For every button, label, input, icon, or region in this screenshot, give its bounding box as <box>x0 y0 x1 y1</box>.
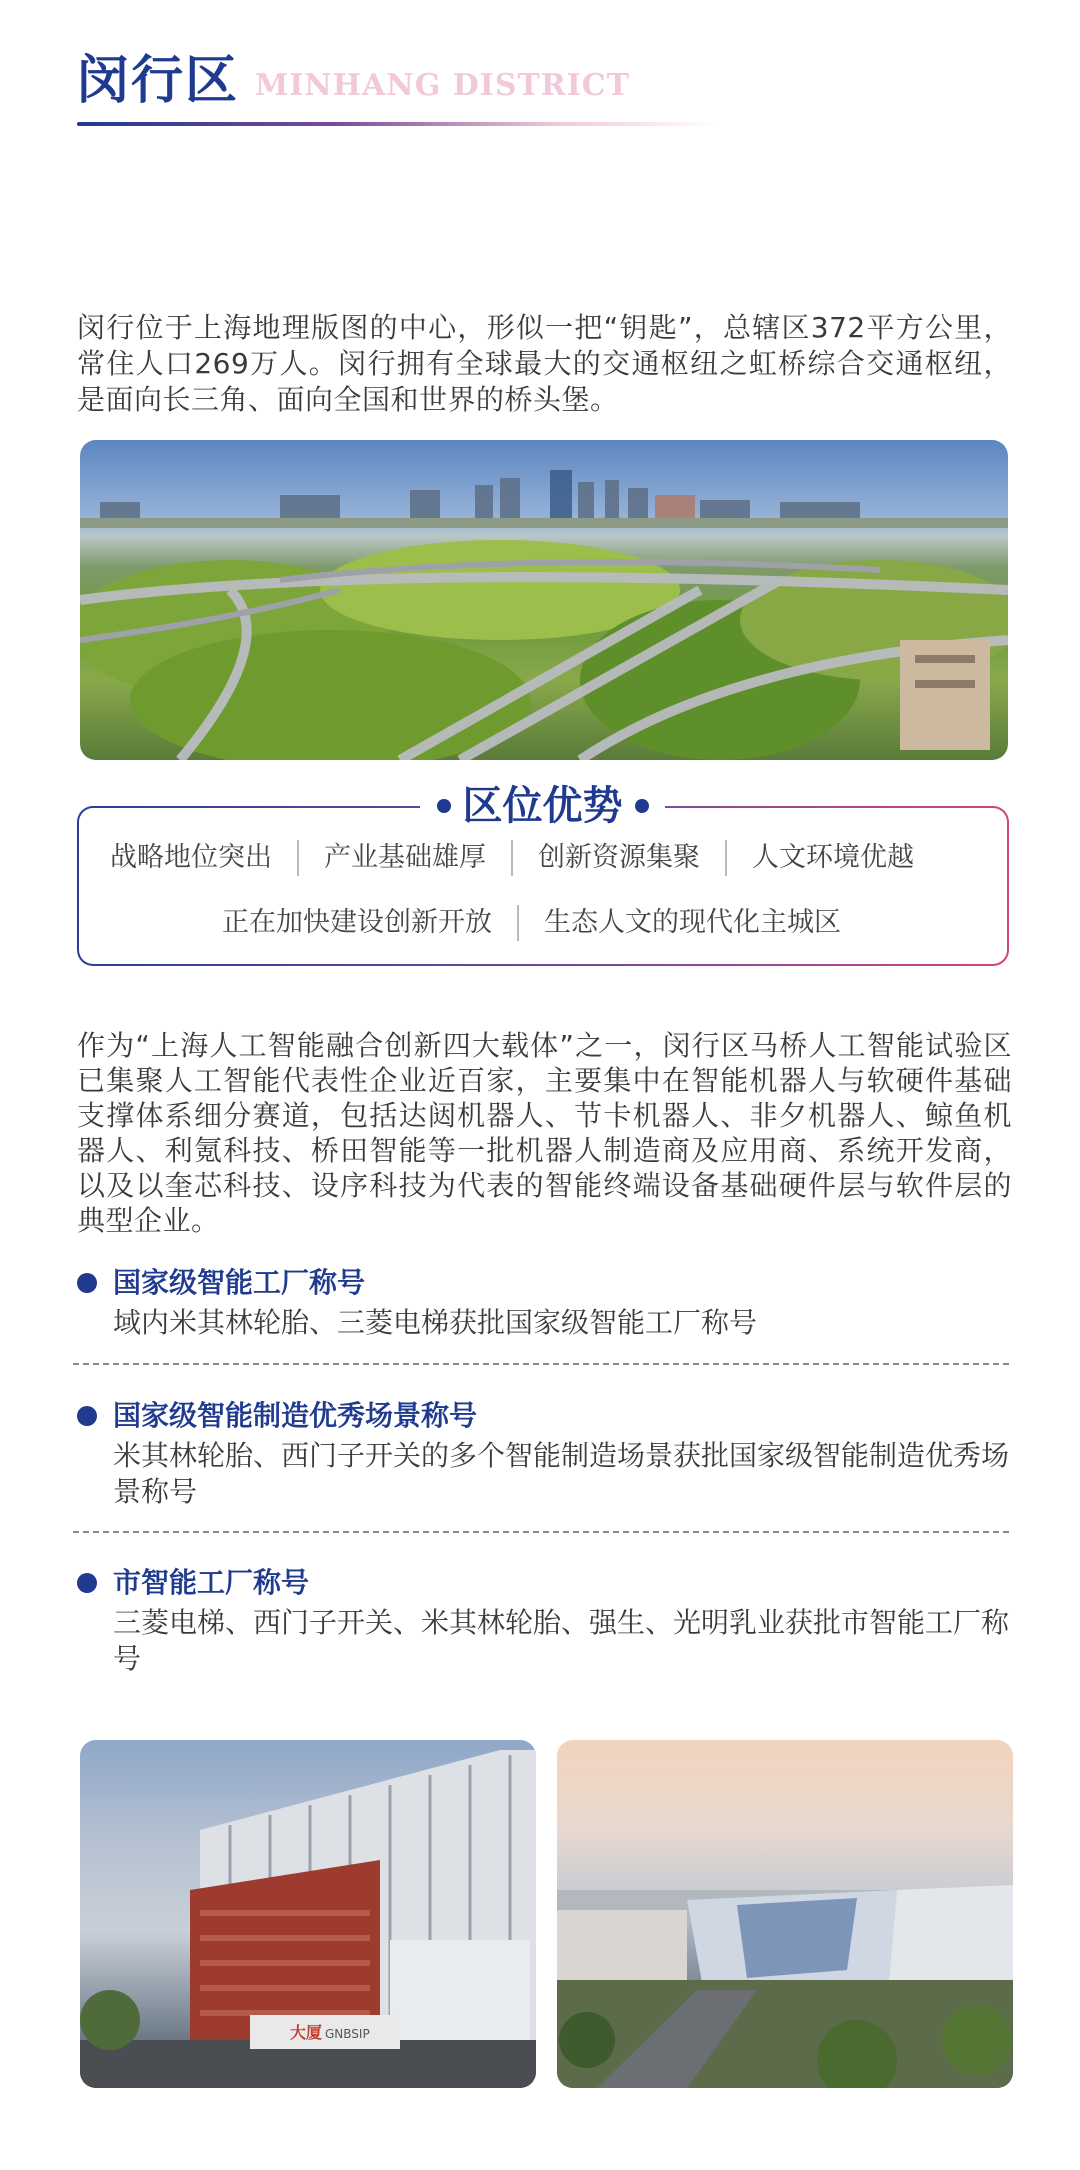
list-item <box>77 1396 1012 1510</box>
advantage-tag: 正在加快建设创新开放 <box>222 907 492 938</box>
divider <box>297 840 299 876</box>
advantage-tag: 战略地位突出 <box>110 842 272 873</box>
item-description: 米其林轮胎、西门子开关的多个智能制造场景获批国家级智能制造优秀场景称号 <box>113 1439 1010 1508</box>
item-description: 三菱电梯、西门子开关、米其林轮胎、强生、光明乳业获批市智能工厂称号 <box>113 1606 1010 1675</box>
list-item <box>77 1563 1012 1677</box>
dashed-divider <box>73 1363 1009 1365</box>
advantages-row-1 <box>110 838 914 878</box>
divider <box>725 840 727 876</box>
dashed-divider <box>73 1531 1009 1533</box>
advantage-tag: 人文环境优越 <box>752 842 914 873</box>
item-title: 国家级智能制造优秀场景称号 <box>113 1399 478 1432</box>
advantage-tag: 生态人文的现代化主城区 <box>544 907 841 938</box>
building-sign-text: 大厦 <box>290 2023 323 2042</box>
item-description: 域内米其林轮胎、三菱电梯获批国家级智能工厂称号 <box>113 1306 758 1339</box>
office-building-illustration <box>80 1740 536 2088</box>
item-title: 国家级智能工厂称号 <box>113 1266 366 1299</box>
bullet-icon <box>77 1573 97 1593</box>
bullet-icon <box>77 1406 97 1426</box>
advantage-tag: 产业基础雄厚 <box>324 842 486 873</box>
advantages-row-2 <box>222 903 841 943</box>
heading-dot-left <box>437 799 451 813</box>
exhibition-center-illustration <box>557 1740 1013 2088</box>
divider <box>517 905 519 941</box>
list-item <box>77 1263 1012 1341</box>
exhibition-center-photo <box>557 1740 1013 2088</box>
page-header <box>77 48 717 128</box>
divider <box>511 840 513 876</box>
advantages-title: 区位优势 <box>462 783 623 829</box>
aerial-interchange-illustration <box>80 440 1008 760</box>
office-building-photo <box>80 1740 536 2088</box>
building-brand-text: GNBSIP <box>325 2027 370 2041</box>
advantages-heading <box>420 774 665 838</box>
item-title: 市智能工厂称号 <box>113 1566 310 1599</box>
page-title: 闵行区 <box>77 51 240 111</box>
intro-paragraph: 闵行位于上海地理版图的中心，形似一把“钥匙”，总辖区372平方公里，常住人口269万人。闵行拥有全球最大的交通枢纽之虹桥综合交通枢纽，是面向长三角、面向全国和世界的桥头堡。 <box>77 311 1012 416</box>
header-underline <box>77 122 717 126</box>
page-subtitle: MINHANG DISTRICT <box>255 68 630 103</box>
hero-aerial-image <box>80 440 1008 760</box>
advantage-tag: 创新资源集聚 <box>538 842 700 873</box>
bullet-icon <box>77 1273 97 1293</box>
heading-dot-right <box>635 799 649 813</box>
ai-zone-paragraph: 作为“上海人工智能融合创新四大载体”之一，闵行区马桥人工智能试验区已集聚人工智能代表性企业近百家，主要集中在智能机器人与软硬件基础支撑体系细分赛道，包括达闼机器人、节卡机器人、非夕机器人、鲸鱼机器人、利氪科技、桥田智能等一批机器人制造商及应用商、系统开发商，以及以奎芯科技、设序科技为代表的智能终端设备基础硬件层与软件层的典型企业。 <box>77 1029 1012 1237</box>
